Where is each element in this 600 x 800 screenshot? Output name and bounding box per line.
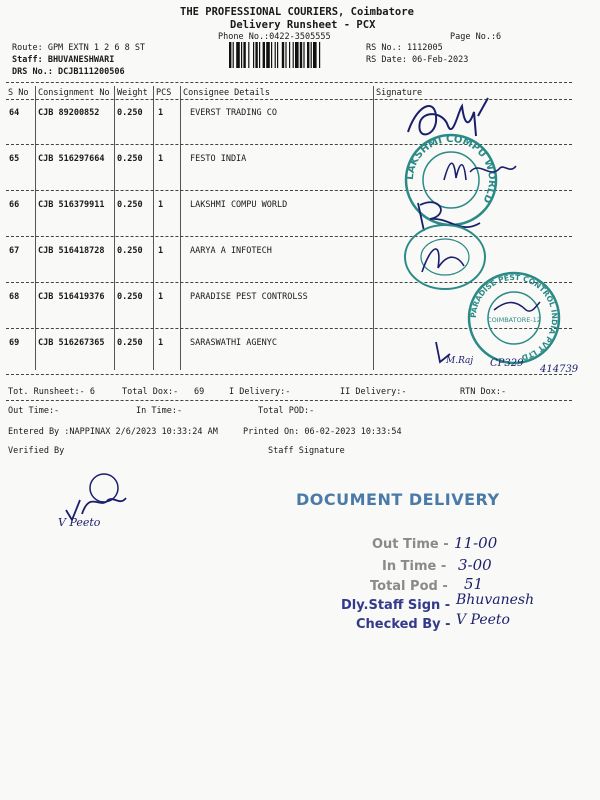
seal-paradise-pest-control [466, 270, 562, 366]
stamp-in-time-value: 3-00 [458, 556, 492, 574]
row-consignee: FESTO INDIA [190, 154, 247, 164]
printed-on: Printed On: 06-02-2023 10:33:54 [243, 427, 402, 437]
col-consignment: Consignment No [38, 88, 110, 98]
row69-note: M.Raj [446, 356, 474, 366]
stamp-checked-by-value: V Peeto [456, 612, 510, 628]
route: Route: GPM EXTN 1 2 6 8 ST [12, 43, 146, 53]
row-weight: 0.250 [117, 200, 143, 210]
barcode-bar [285, 42, 286, 68]
stamp-checked-by-label: Checked By - [356, 617, 451, 632]
barcode-bar [263, 42, 265, 68]
row-consignment: CJB 516267365 [38, 338, 105, 348]
row-weight: 0.250 [117, 154, 143, 164]
entered-by: Entered By :NAPPINAX 2/6/2023 10:33:24 AM [8, 427, 218, 437]
row-sno: 65 [9, 154, 20, 164]
row-consignee: LAKSHMI COMPU WORLD [190, 200, 288, 210]
barcode-bar [229, 42, 231, 68]
signature-row-65 [440, 150, 520, 190]
barcode-bar [275, 42, 276, 68]
row-pcs: 1 [158, 338, 164, 348]
barcode-bar [277, 42, 278, 68]
row-consignment: CJB 516297664 [38, 154, 105, 164]
row-pcs: 1 [158, 200, 164, 210]
total-dox-label: Total Dox:- [122, 387, 179, 397]
barcode-bar [271, 42, 272, 68]
row-sno: 68 [9, 292, 20, 302]
seal2-text: PARADISE PEST CONTROL INDIA PVT LTD [468, 272, 560, 363]
barcode-bar [243, 42, 245, 68]
row-pcs: 1 [158, 108, 164, 118]
rtn-dox: RTN Dox:- [460, 387, 507, 397]
staff-name: Staff: BHUVANESHWARI [12, 55, 115, 65]
row-consignee: SARASWATHI AGENYC [190, 338, 277, 348]
verified-by-signature: V Peeto [58, 516, 101, 529]
row-consignment: CJB 516418728 [38, 246, 105, 256]
table-top-rule [6, 82, 572, 83]
barcode-bar [295, 42, 299, 68]
row-sno: 66 [9, 200, 20, 210]
row-sno: 64 [9, 108, 20, 118]
stamp-dly-staff-label: Dly.Staff Sign - [341, 598, 451, 613]
barcode-bar [253, 42, 254, 68]
row-consignee: EVERST TRADING CO [190, 108, 277, 118]
rs-number: RS No.: 1112005 [366, 43, 443, 53]
total-dox-value: 69 [194, 387, 205, 397]
col-pcs: PCS [156, 88, 172, 98]
barcode-bar [236, 42, 240, 68]
out-time: Out Time:- [8, 406, 60, 416]
stamp-total-pod-value: 51 [464, 575, 484, 593]
row-consignee: PARADISE PEST CONTROLSS [190, 292, 308, 302]
rs-date: RS Date: 06-Feb-2023 [366, 55, 469, 65]
staff-signature-label: Staff Signature [268, 446, 345, 456]
row-consignment: CJB 89200852 [38, 108, 100, 118]
barcode-bar [311, 42, 312, 68]
barcode [229, 42, 355, 68]
barcode-bar [241, 42, 242, 68]
total-pod: Total POD:- [258, 406, 315, 416]
phone-number: Phone No.:0422-3505555 [218, 32, 331, 42]
page-number: Page No.:6 [450, 32, 502, 42]
row-pcs: 1 [158, 292, 164, 302]
row-pcs: 1 [158, 246, 164, 256]
col-signature: Signature [376, 88, 423, 98]
row-consignment: CJB 516419376 [38, 292, 105, 302]
barcode-bar [289, 42, 290, 68]
row-sno: 69 [9, 338, 20, 348]
ii-delivery: II Delivery:- [340, 387, 407, 397]
barcode-bar [233, 42, 234, 68]
row-sno: 67 [9, 246, 20, 256]
col-sno: S No [8, 88, 29, 98]
table-bottom-rule [6, 374, 572, 375]
stamp-title: DOCUMENT DELIVERY [296, 490, 500, 509]
barcode-bar [282, 42, 284, 68]
row69-code: CP329 [490, 358, 524, 369]
row-weight: 0.250 [117, 246, 143, 256]
drs-number: DRS No.: DCJB111200506 [12, 67, 125, 77]
seal1-text: LAKSHMI COMPU WORLD [404, 133, 498, 205]
row69-num: 414739 [540, 364, 579, 375]
col-weight: Weight [117, 88, 148, 98]
barcode-bar [259, 42, 260, 68]
stamp-in-time-label: In Time - [382, 559, 447, 574]
barcode-bar [313, 42, 317, 68]
barcode-bar [266, 42, 270, 68]
barcode-bar [303, 42, 304, 68]
seal2-center: COIMBATORE-12 [487, 316, 541, 324]
stamp-out-time-label: Out Time - [372, 537, 449, 552]
company-name: THE PROFESSIONAL COURIERS, Coimbatore [180, 6, 414, 18]
barcode-bar [319, 42, 320, 68]
stamp-out-time-value: 11-00 [454, 534, 498, 552]
barcode-bar [255, 42, 257, 68]
totals-rule [6, 400, 572, 401]
row-consignment: CJB 516379911 [38, 200, 105, 210]
document-title: Delivery Runsheet - PCX [230, 19, 376, 31]
stamp-dly-staff-value: Bhuvanesh [456, 592, 535, 608]
row-pcs: 1 [158, 154, 164, 164]
barcode-bar [307, 42, 309, 68]
row-weight: 0.250 [117, 338, 143, 348]
verified-by: Verified By [8, 446, 65, 456]
row-weight: 0.250 [117, 108, 143, 118]
barcode-bar [293, 42, 294, 68]
barcode-bar [300, 42, 302, 68]
i-delivery: I Delivery:- [229, 387, 291, 397]
row-weight: 0.250 [117, 292, 143, 302]
in-time: In Time:- [136, 406, 183, 416]
col-consignee: Consignee Details [183, 88, 270, 98]
total-runsheet: Tot. Runsheet:- 6 [8, 387, 95, 397]
stamp-total-pod-label: Total Pod - [370, 579, 448, 594]
row-consignee: AARYA A INFOTECH [190, 246, 272, 256]
barcode-bar [248, 42, 249, 68]
